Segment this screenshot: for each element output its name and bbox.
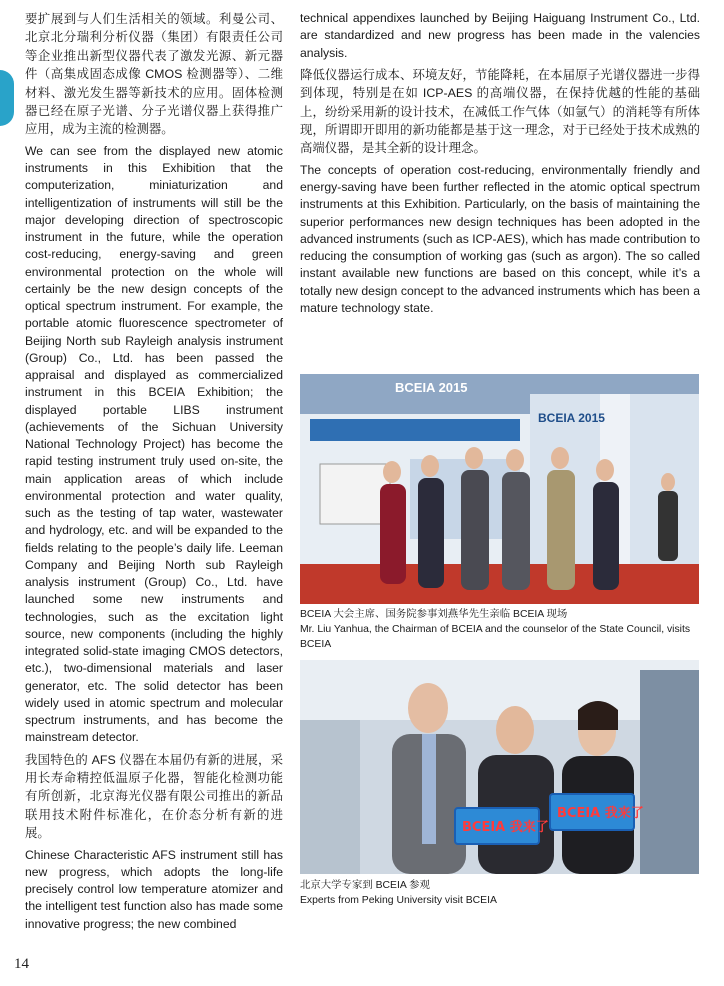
paragraph-zh-3: 降低仪器运行成本、环境友好，节能降耗，在本届原子光谱仪器进一步得到体现，特别是在如 ICP-AES 的高端仪器，在保持优越的性能的基础上，纷纷采用新的设计技术，在减低工作气体（如氩气）的消耗等有所体现，所谓即开即用的新功能都是基于这一理念，对于已经处于技术成熟的高端仪器，是其全新的设计理念。 bbox=[300, 67, 700, 156]
sign-text-2: BCEIA 我来了 bbox=[557, 806, 644, 821]
caption-photo-2-en: Experts from Peking University visit BCEIA bbox=[300, 895, 497, 906]
sign-board-2 bbox=[550, 794, 644, 830]
photo-exhibition-group bbox=[300, 374, 699, 604]
paragraph-en-4: The concepts of operation cost-reducing, environmentally friendly and energy-saving have been further reflected in the atomic optical spectrum instruments at this Exhibition. Particularly, on the basis of maintaining the superior performances new design techniques has been adopted in the advanced instruments (such as ICP-AES), which has made contribution to reducing the consumption of working gas (such as argon). The so called instant available new functions are based on this concept, while it’s a totally new design concept to the advanced instruments which has been a mature technology state. bbox=[300, 162, 700, 315]
caption-photo-2-zh: 北京大学专家到 BCEIA 参观 bbox=[300, 880, 430, 891]
booth-sign-left: BCEIA 2015 bbox=[395, 380, 468, 395]
paragraph-en-1: We can see from the displayed new atomic instruments in this Exhibition that the computerization, miniaturization and intelligentization of instruments will still be the major developing direction of spectroscopic instrument in the future, while the operation cost-reducing, energy-saving and green environmental protection on the whole will certainly be the new design concepts of the optical spectrum instrument. For example, the portable atomic fluorescence spectrometer of Beijing North sub Rayleigh analysis instrument (Group) Co., Ltd. has been passed the appraisal and displayed as commercialized instrument in this BCEIA Exhibition; the displayed portable LIBS instrument (achievements of the Sichuan University National Technology Project) has become the rapid testing instrument truly used on-site, the main application areas of which include environmental protection and water quality, such as the testing of tap water, wastewater and hydrology, etc. and will be expanded to the fields relating to the people’s daily life. Leeman Company and Beijing North sub Rayleigh analysis instrument (Group) Co., Ltd. have launched some new instruments and technologies, such as the excitation light source, new components (including the highly integrated solid-state imaging CMOS detectors, etc.), two-dimensional materials and laser generator, etc. The solid detector has been widely used in atomic spectrum and molecular spectrum instruments, and has become the mainstream detector. bbox=[25, 143, 283, 745]
caption-photo-2 bbox=[300, 878, 705, 908]
paragraph-zh-1: 要扩展到与人们生活相关的领域。利曼公司、北京北分瑞利分析仪器（集团）有限责任公司等企业推出新型仪器代表了激发光源、新元器件（高集成固态成像 CMOS 检测器等）、二维材料、激光发生器等新技术的应用。固体检测器已经在原子光谱、分子光谱仪器上获得推广应用，成为主流的检测器。 bbox=[25, 12, 283, 137]
paragraph-en-2: Chinese Characteristic AFS instrument still has new progress, which adopts the long-life precisely control low temperature atomizer and the intelligent test function also has made some innovative progress; the new combined bbox=[25, 847, 283, 931]
people-silhouettes bbox=[392, 683, 634, 874]
sign-board-1 bbox=[455, 808, 549, 844]
caption-photo-1-zh: BCEIA 大会主席、国务院参事刘燕华先生亲临 BCEIA 现场 bbox=[300, 609, 568, 620]
booth-sign-right: BCEIA 2015 bbox=[538, 411, 605, 425]
left-column bbox=[25, 10, 283, 937]
section-tab-marker bbox=[0, 70, 14, 126]
right-column bbox=[300, 10, 700, 321]
photo-peking-university-experts bbox=[300, 660, 699, 874]
caption-photo-1-en: Mr. Liu Yanhua, the Chairman of BCEIA and the counselor of the State Council, visits BCEIA bbox=[300, 624, 691, 650]
page-number: 14 bbox=[14, 956, 29, 972]
caption-photo-1 bbox=[300, 607, 705, 652]
paragraph-zh-2: 我国特色的 AFS 仪器在本届仍有新的进展，采用长寿命精控低温原子化器，智能化检测功能有所创新，北京海光仪器有限公司推出的新品联用技术附件标准化，在价态分析有新的进展。 bbox=[25, 752, 283, 841]
paragraph-en-3: technical appendixes launched by Beijing Haiguang Instrument Co., Ltd. are standardized and new progress has been made in the valencies analysis. bbox=[300, 11, 700, 60]
sign-text-1: BCEIA 我来了 bbox=[462, 820, 549, 835]
